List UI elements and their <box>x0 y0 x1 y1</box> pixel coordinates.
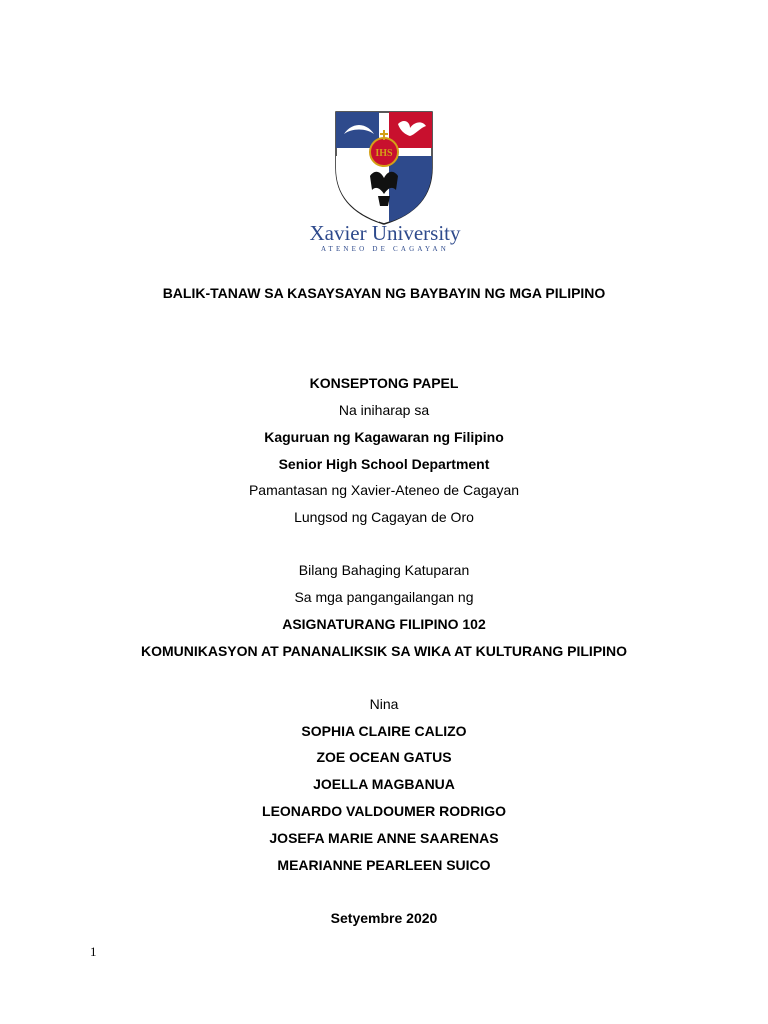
paper-type: KONSEPTONG PAPEL <box>309 375 459 391</box>
document-date: Setyembre 2020 <box>330 910 438 926</box>
document-title: BALIK-TANAW SA KASAYSAYAN NG BAYBAYIN NG MGA PILIPINO <box>162 285 606 301</box>
page-number: 1 <box>90 944 97 959</box>
logo-tagline: ATENEO DE CAGAYAN <box>320 245 450 253</box>
department: Senior High School Department <box>278 456 490 472</box>
partial-fulfillment: Bilang Bahaging Katuparan <box>298 562 470 578</box>
city: Lungsod ng Cagayan de Oro <box>294 509 474 525</box>
course-code: ASIGNATURANG FILIPINO 102 <box>282 616 486 632</box>
svg-text:IHS: IHS <box>375 148 393 159</box>
author-name: JOSEFA MARIE ANNE SAARENAS <box>269 830 499 846</box>
author-name: JOELLA MAGBANUA <box>313 776 455 792</box>
author-name: SOPHIA CLAIRE CALIZO <box>301 723 467 739</box>
university: Pamantasan ng Xavier-Ateneo de Cagayan <box>248 482 520 498</box>
course-title: KOMUNIKASYON AT PANANALIKSIK SA WIKA AT KULTURANG PILIPINO <box>140 643 628 659</box>
logo-name: Xavier University <box>309 221 461 245</box>
xavier-university-logo <box>300 108 470 253</box>
by-label: Nina <box>369 696 399 712</box>
author-name: LEONARDO VALDOUMER RODRIGO <box>262 803 506 819</box>
author-name: ZOE OCEAN GATUS <box>316 749 452 765</box>
faculty: Kaguruan ng Kagawaran ng Filipino <box>264 429 504 445</box>
requirements: Sa mga pangangailangan ng <box>294 589 474 605</box>
author-name: MEARIANNE PEARLEEN SUICO <box>277 857 491 873</box>
shield-icon <box>336 112 432 224</box>
presented-to: Na iniharap sa <box>338 402 430 418</box>
